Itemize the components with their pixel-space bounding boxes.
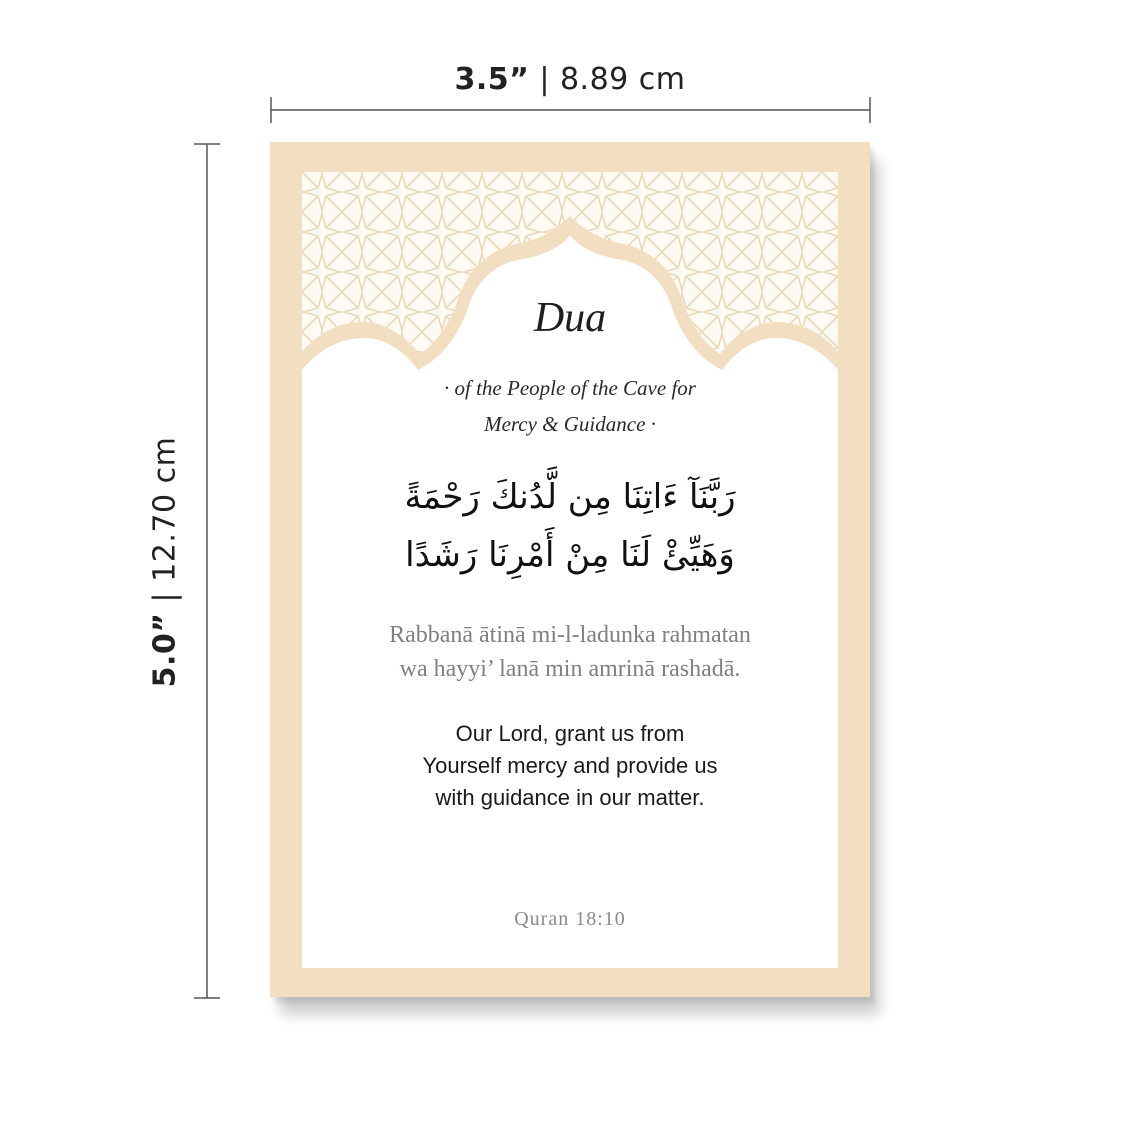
width-separator: | [539, 62, 550, 97]
translation-line: Our Lord, grant us from [455, 721, 685, 746]
width-centimeters: 8.89 cm [559, 62, 686, 97]
arabic-line: رَبَّنَآ ءَاتِنَا مِن لَّدُنكَ رَحْمَةً [404, 477, 736, 517]
width-inches: 3.5” [454, 62, 530, 97]
transliteration [302, 618, 838, 686]
height-centimeters: 12.70 cm [147, 436, 183, 582]
height-inches: 5.0” [147, 612, 183, 688]
card-subtitle [302, 370, 838, 442]
translation-line: Yourself mercy and provide us [422, 753, 718, 778]
card-inner [302, 172, 838, 968]
subtitle-line: · of the People of the Cave for [444, 376, 696, 400]
transliteration-line: Rabbanā ātinā mi-l-ladunka rahmatan [389, 622, 751, 648]
height-guide-line [190, 136, 230, 1006]
translation [302, 718, 838, 814]
dua-card [270, 142, 870, 997]
height-separator: | [147, 591, 183, 603]
height-dimension-label [148, 437, 183, 688]
subtitle-line: Mercy & Guidance · [484, 412, 656, 436]
translation-line: with guidance in our matter. [435, 785, 705, 810]
width-dimension-label [270, 62, 870, 97]
transliteration-line: wa hayyi’ lanā min amrinā rashadā. [399, 656, 741, 682]
card-title: Dua [533, 295, 607, 341]
verse-reference: Quran 18:10 [514, 908, 626, 930]
arabic-line: وَهَيِّئْ لَنَا مِنْ أَمْرِنَا رَشَدًا [405, 535, 735, 575]
arabic-verse [302, 468, 838, 584]
